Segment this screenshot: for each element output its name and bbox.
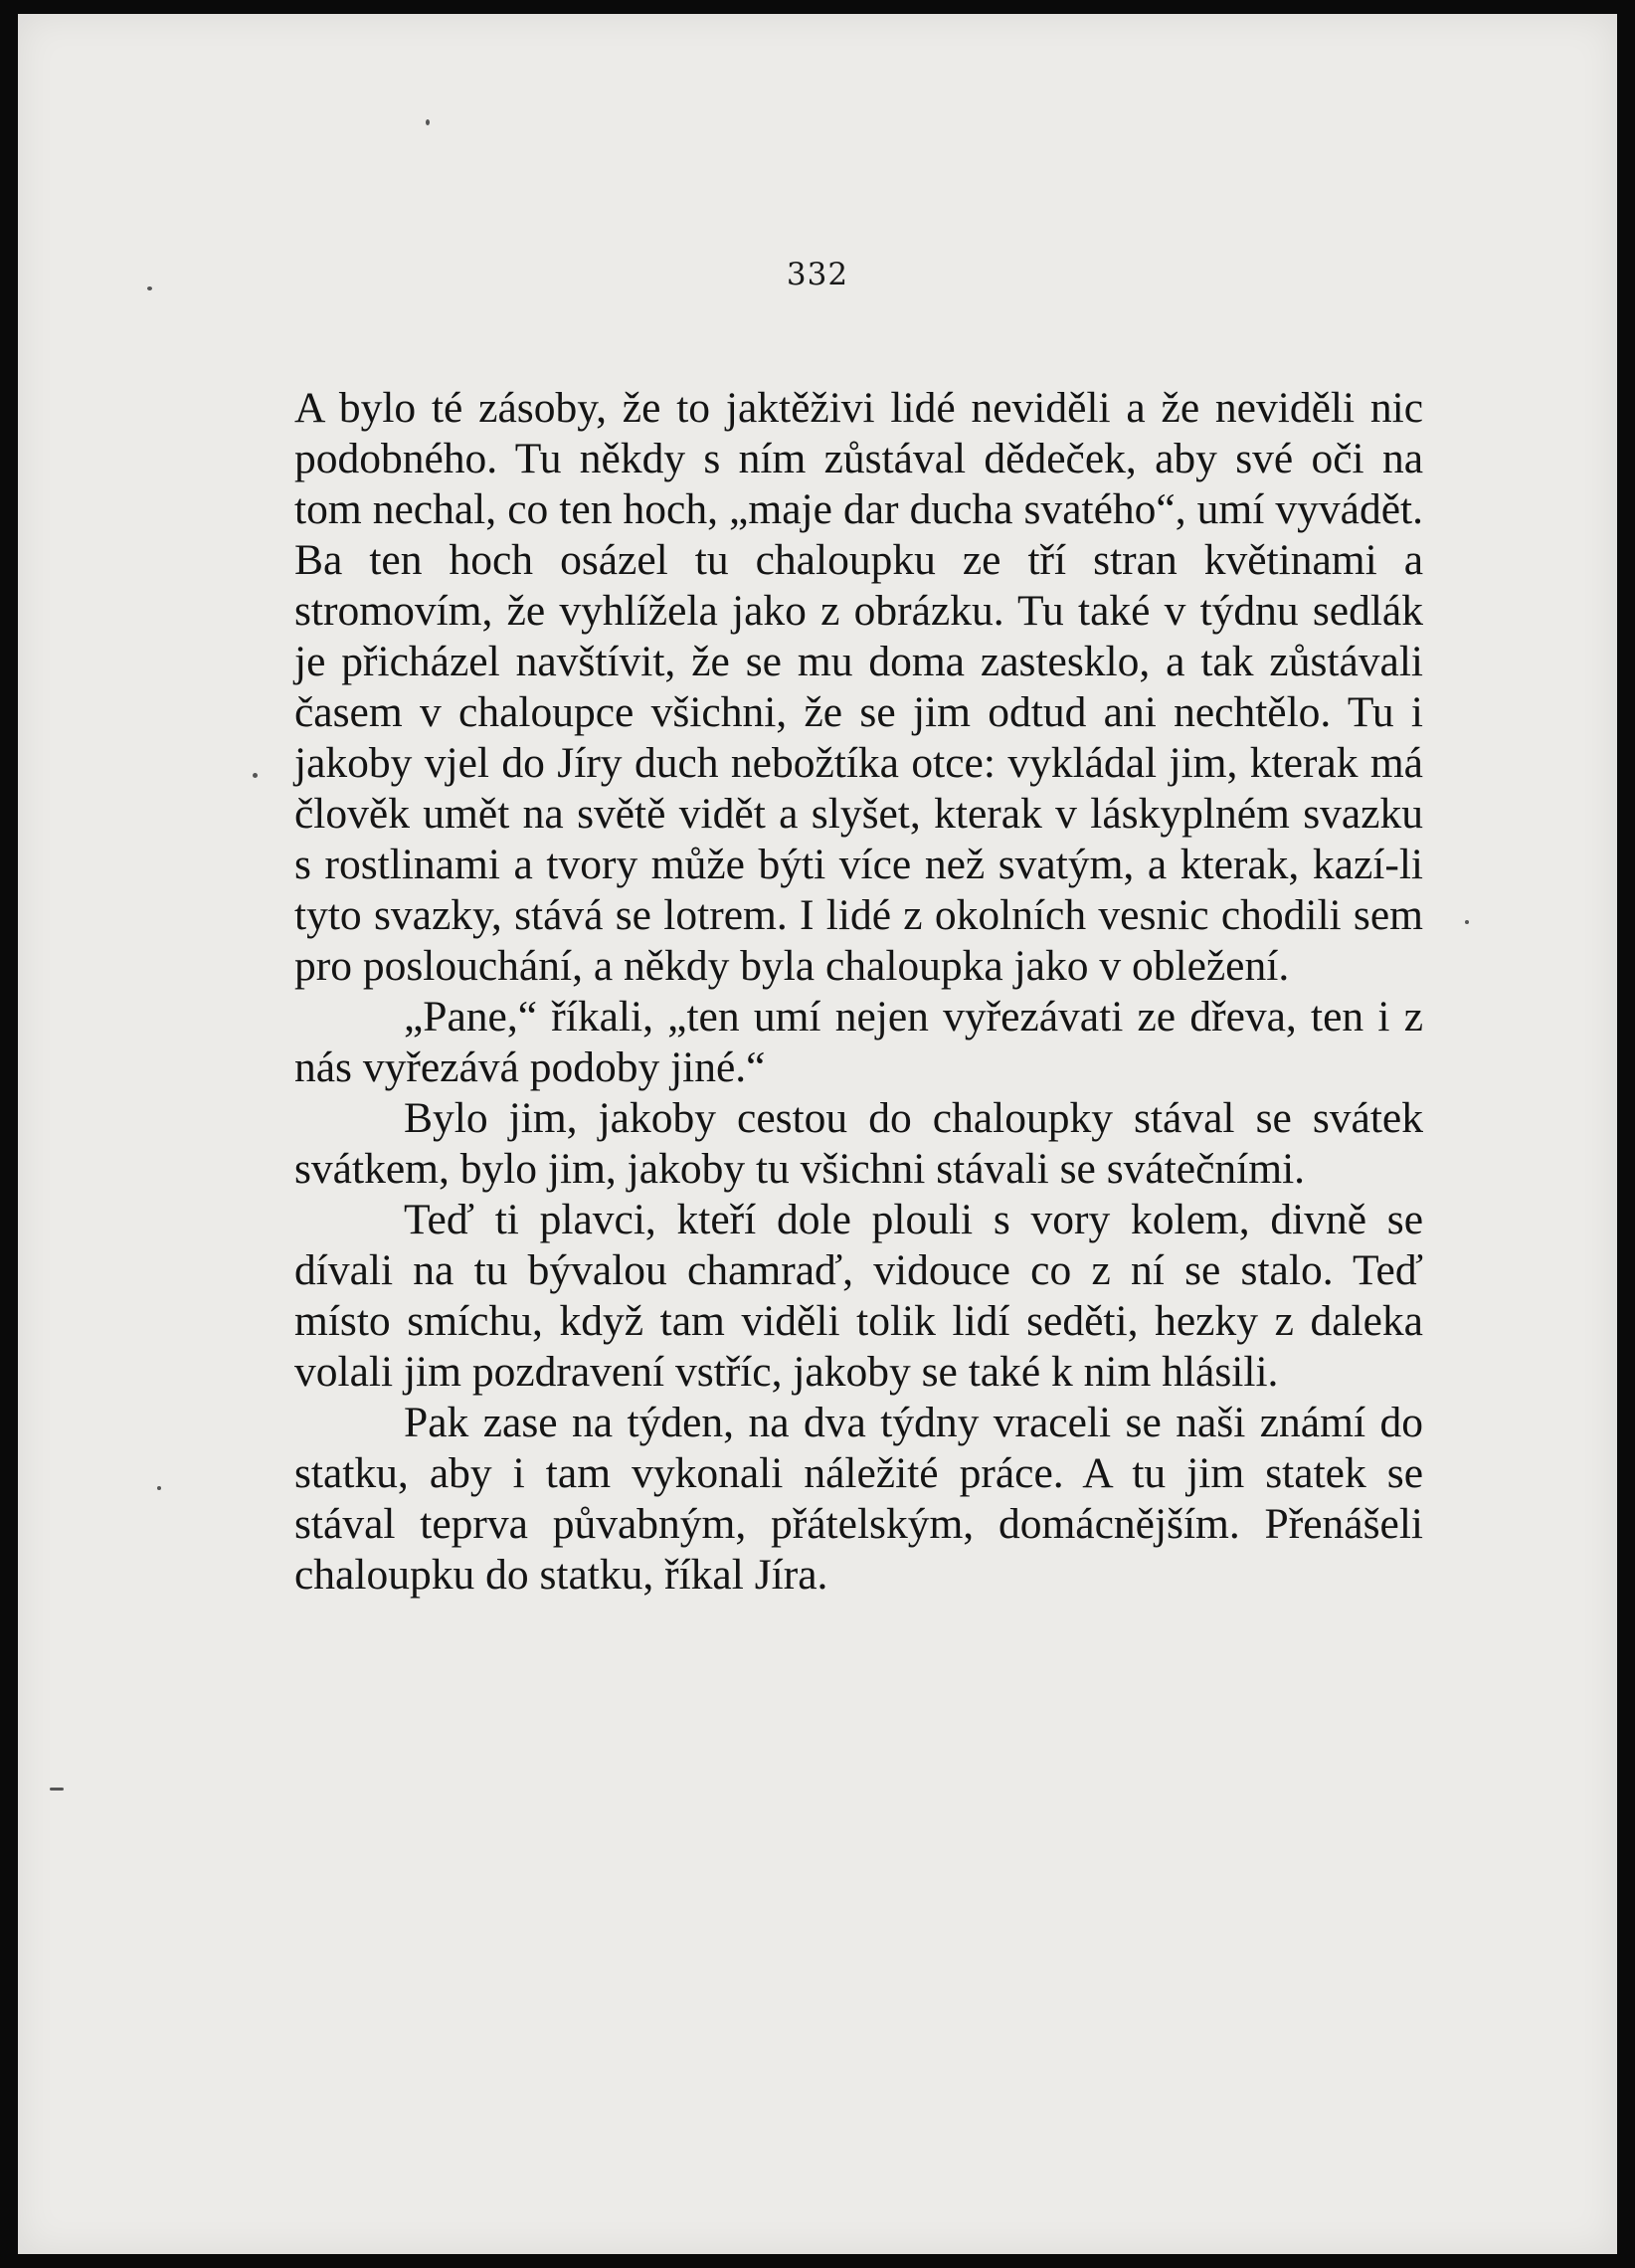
body-text xyxy=(294,383,1423,1601)
page-number: 332 xyxy=(786,257,849,292)
paragraph-2: „Pane,“ říkali, „ten umí nejen vyřezávati ze dřeva, ten i z nás vyřezává podoby jiné.“ xyxy=(294,993,1423,1091)
print-speck xyxy=(253,773,258,778)
print-speck xyxy=(50,1788,64,1791)
print-speck xyxy=(426,119,430,125)
print-speck xyxy=(157,1486,161,1490)
paragraph-1: A bylo té zásoby, že to jaktěživi lidé neviděli a že neviděli nic podobného. Tu někdy s ním zůstával dědeček, aby své oči na tom nechal, co ten hoch, „maje dar ducha svatého“, umí vyvádět. Ba ten hoch osázel tu chaloupku ze tří stran květinami a stromovím, že vyhlížela jako z obrázku. Tu také v týdnu sedlák je přicházel navštívit, že se mu doma zastesklo, a tak zůstávali časem v chaloupce všichni, že se jim odtud ani nechtělo. Tu i jakoby vjel do Jíry duch nebožtíka otce: vykládal jim, kterak má člověk umět na světě vidět a slyšet, kterak v láskyplném svazku s rostlinami a tvory může býti více než svatým, a kterak, kazí-li tyto svazky, stává se lotrem. I lidé z okolních vesnic chodili sem pro poslouchání, a někdy byla chaloupka jako v obležení. xyxy=(294,384,1423,990)
paragraph-4: Teď ti plavci, kteří dole plouli s vory kolem, divně se dívali na tu bývalou chamraď, vidouce co z ní se stalo. Teď místo smíchu, když tam viděli tolik lidí seděti, hezky z daleka volali jim pozdravení vstříc, jakoby se také k nim hlásili. xyxy=(294,1196,1423,1396)
paragraph-5: Pak zase na týden, na dva týdny vraceli se naši známí do statku, aby i tam vykonali náležité práce. A tu jim statek se stával teprva půvabným, přátelským, domácnějším. Přenášeli chaloupku do statku, říkal Jíra. xyxy=(294,1399,1423,1599)
print-speck xyxy=(1465,920,1469,924)
paragraph-3: Bylo jim, jakoby cestou do chaloupky stával se svátek svátkem, bylo jim, jakoby tu všichni stávali se svátečními. xyxy=(294,1094,1423,1193)
